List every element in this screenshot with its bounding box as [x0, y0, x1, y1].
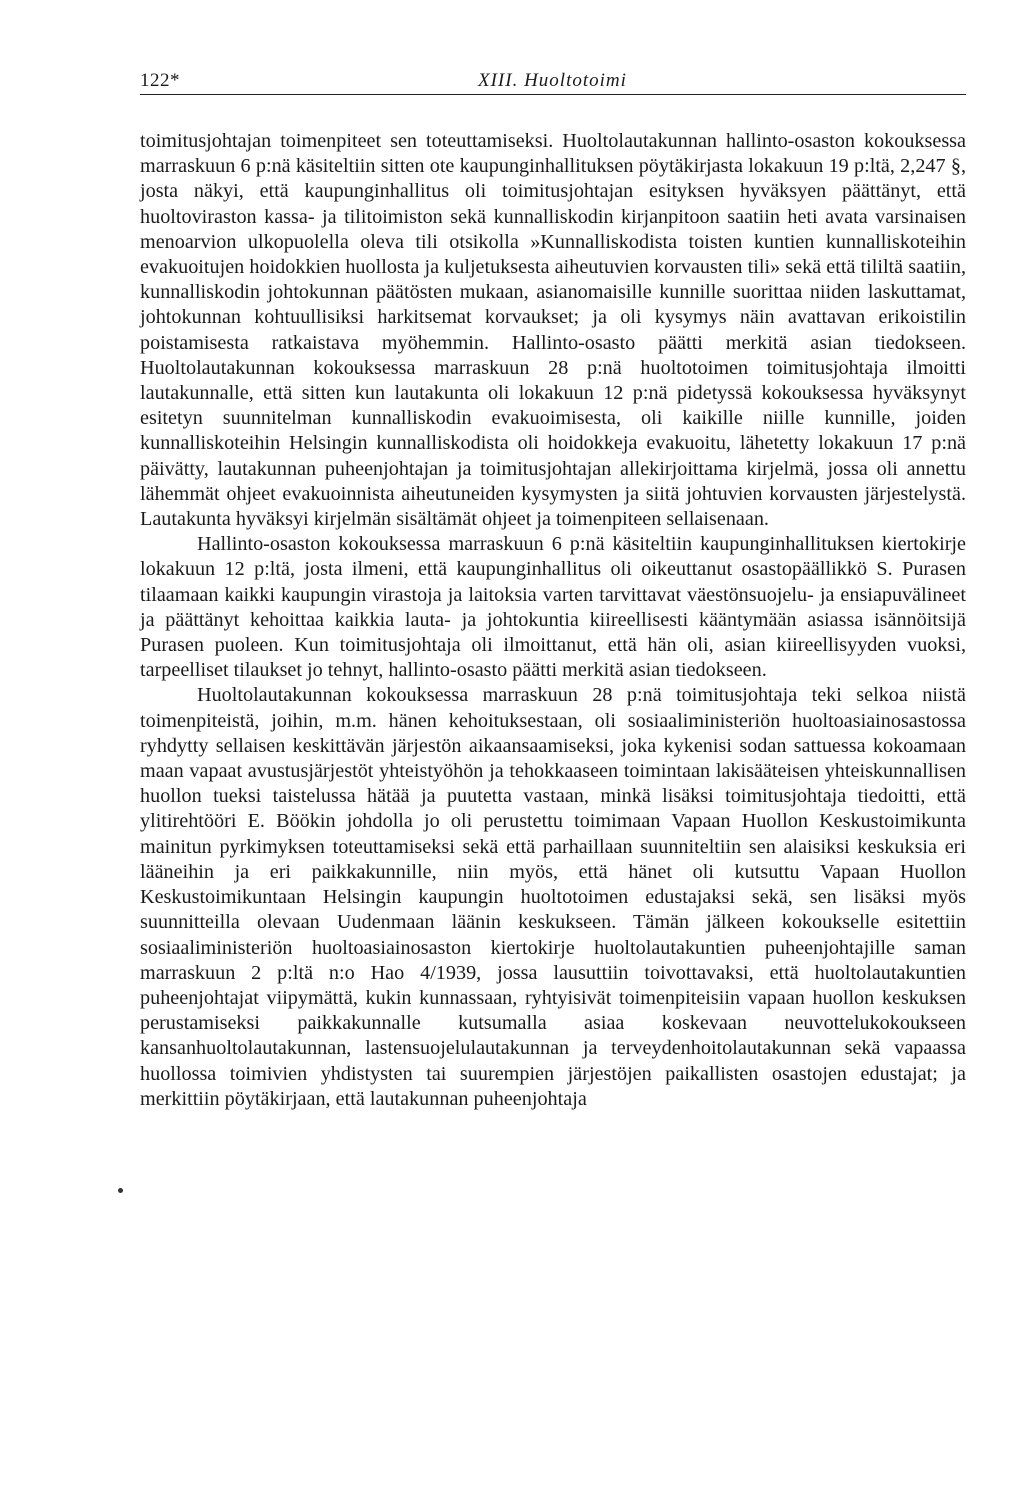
paragraph: Huoltolautakunnan kokouksessa marraskuun 28 p:nä toimitusjohtaja teki selkoa niistä toimenpiteistä, joihin, m.m. hänen kehoituksestaan, oli sosiaaliministeriön huoltoasiainosastossa ryhdytty sellaisen keskittävän järjestön aikaansaamiseksi, joka kykenisi sodan sattuessa kokoamaan maan vapaat avustusjärjestöt yhteistyöhön ja tehokkaaseen toimintaan lakisääteisen yhteiskunnallisen huollon tueksi taistelussa hätää ja puutetta vastaan, minkä lisäksi toimitusjohtaja tiedoitti, että ylitirehtööri E. Böökin johdolla jo oli perustettu toimimaan Vapaan Huollon Keskustoimikunta mainitun pyrkimyksen toteuttamiseksi sekä että parhaillaan suunniteltiin sen alaisiksi keskuksia eri lääneihin ja eri paikkakunnille, niin myös, että hänet oli kutsuttu Vapaan Huollon Keskustoimikuntaan Helsingin kaupungin huoltotoimen edustajaksi sekä, sen lisäksi myös suunnitteilla olevaan Uudenmaan läänin keskukseen. Tämän jälkeen kokoukselle esitettiin sosiaaliministeriön huoltoasiainosaston kiertokirje huoltolautakuntien puheenjohtajille saman marraskuun 2 p:ltä n:o Hao 4/1939, jossa lausuttiin toivottavaksi, että huoltolautakuntien puheenjohtajat viipymättä, kukin kunnassaan, ryhtyisivät toimenpiteisiin vapaan huollon keskuksen perustamiseksi paikkakunnalle kutsumalla asiaa koskevaan neuvottelukokoukseen kansanhuoltolautakunnan, lastensuojelulautakunnan ja terveydenhoitolautakunnan sekä vapaassa huollossa toimivien yhdistysten tai suurempien järjestöjen paikallisten osastojen edustajat; ja merkittiin pöytäkirjaan, että lautakunnan puheenjohtaja — [140, 684, 966, 1110]
chapter-title: XIII. Huoltotoimi — [478, 70, 627, 91]
margin-dot-mark — [118, 1188, 123, 1193]
header-rule — [140, 94, 966, 95]
body-text — [140, 129, 966, 1112]
document-page — [140, 66, 966, 1112]
paragraph-continued: toimitusjohtajan toimenpiteet sen toteuttamiseksi. Huoltolautakunnan hallinto-osaston kokouksessa marraskuun 6 p:nä käsiteltiin sitten ote kaupunginhallituksen pöytäkirjasta lokakuun 19 p:ltä, 2,247 §, josta näkyi, että kaupunginhallitus oli toimitusjohtajan esityksen hyväksyen päättänyt, että huoltoviraston kassa- ja tilitoimiston sekä kunnalliskodin kirjanpitoon saatiin heti avata varsinaisen menoarvion ulkopuolella oleva tili otsikolla »Kunnalliskodista toisten kuntien kunnalliskoteihin evakuoitujen hoidokkien huollosta ja kuljetuksesta aiheutuvien korvausten tili» sekä että tililtä saatiin, kunnalliskodin johtokunnan päätösten mukaan, asianomaisille kunnille suorittaa niiden laskuttamat, johtokunnan kohtuullisiksi harkitsemat korvaukset; ja oli kysymys näin avattavan erikoistilin poistamisesta ratkaistava myöhemmin. Hallinto-osasto päätti merkitä asian tiedokseen. Huoltolautakunnan kokouksessa marraskuun 28 p:nä huoltotoimen toimitusjohtaja ilmoitti lautakunnalle, että sitten kun lautakunta oli lokakuun 12 p:nä pidetyssä kokouksessa hyväksynyt esitetyn suunnitelman kunnalliskodin evakuoimisesta, oli kaikille niille kunnille, joiden kunnalliskoteihin Helsingin kunnalliskodista oli hoidokkeja evakuoitu, lähetetty lokakuun 17 p:nä päivätty, lautakunnan puheenjohtajan ja toimitusjohtajan allekirjoittama kirjelmä, jossa oli annettu lähemmät ohjeet evakuoinnista aiheutuneiden kysymysten ja siitä johtuvien korvausten järjestelystä. Lautakunta hyväksyi kirjelmän sisältämät ohjeet ja toimenpiteen sellaisenaan. — [140, 130, 966, 531]
page-number: 122* — [140, 70, 180, 91]
running-header — [140, 66, 966, 92]
paragraph: Hallinto-osaston kokouksessa marraskuun 6 p:nä käsiteltiin kaupunginhallituksen kiertokirje lokakuun 12 p:ltä, josta ilmeni, että kaupunginhallitus oli oikeuttanut osastopäällikkö S. Purasen tilaamaan kaikki kaupungin virastoja ja laitoksia varten tarvittavat väestönsuojelu- ja ensiapuvälineet ja päättänyt kehoittaa kaikkia lauta- ja johtokuntia kiireellisesti kääntymään asiassa isännöitsijä Purasen puoleen. Kun toimitusjohtaja oli ilmoittanut, että hän oli, asian kiireellisyyden vuoksi, tarpeelliset tilaukset jo tehnyt, hallinto-osasto päätti merkitä asian tiedokseen. — [140, 533, 966, 682]
